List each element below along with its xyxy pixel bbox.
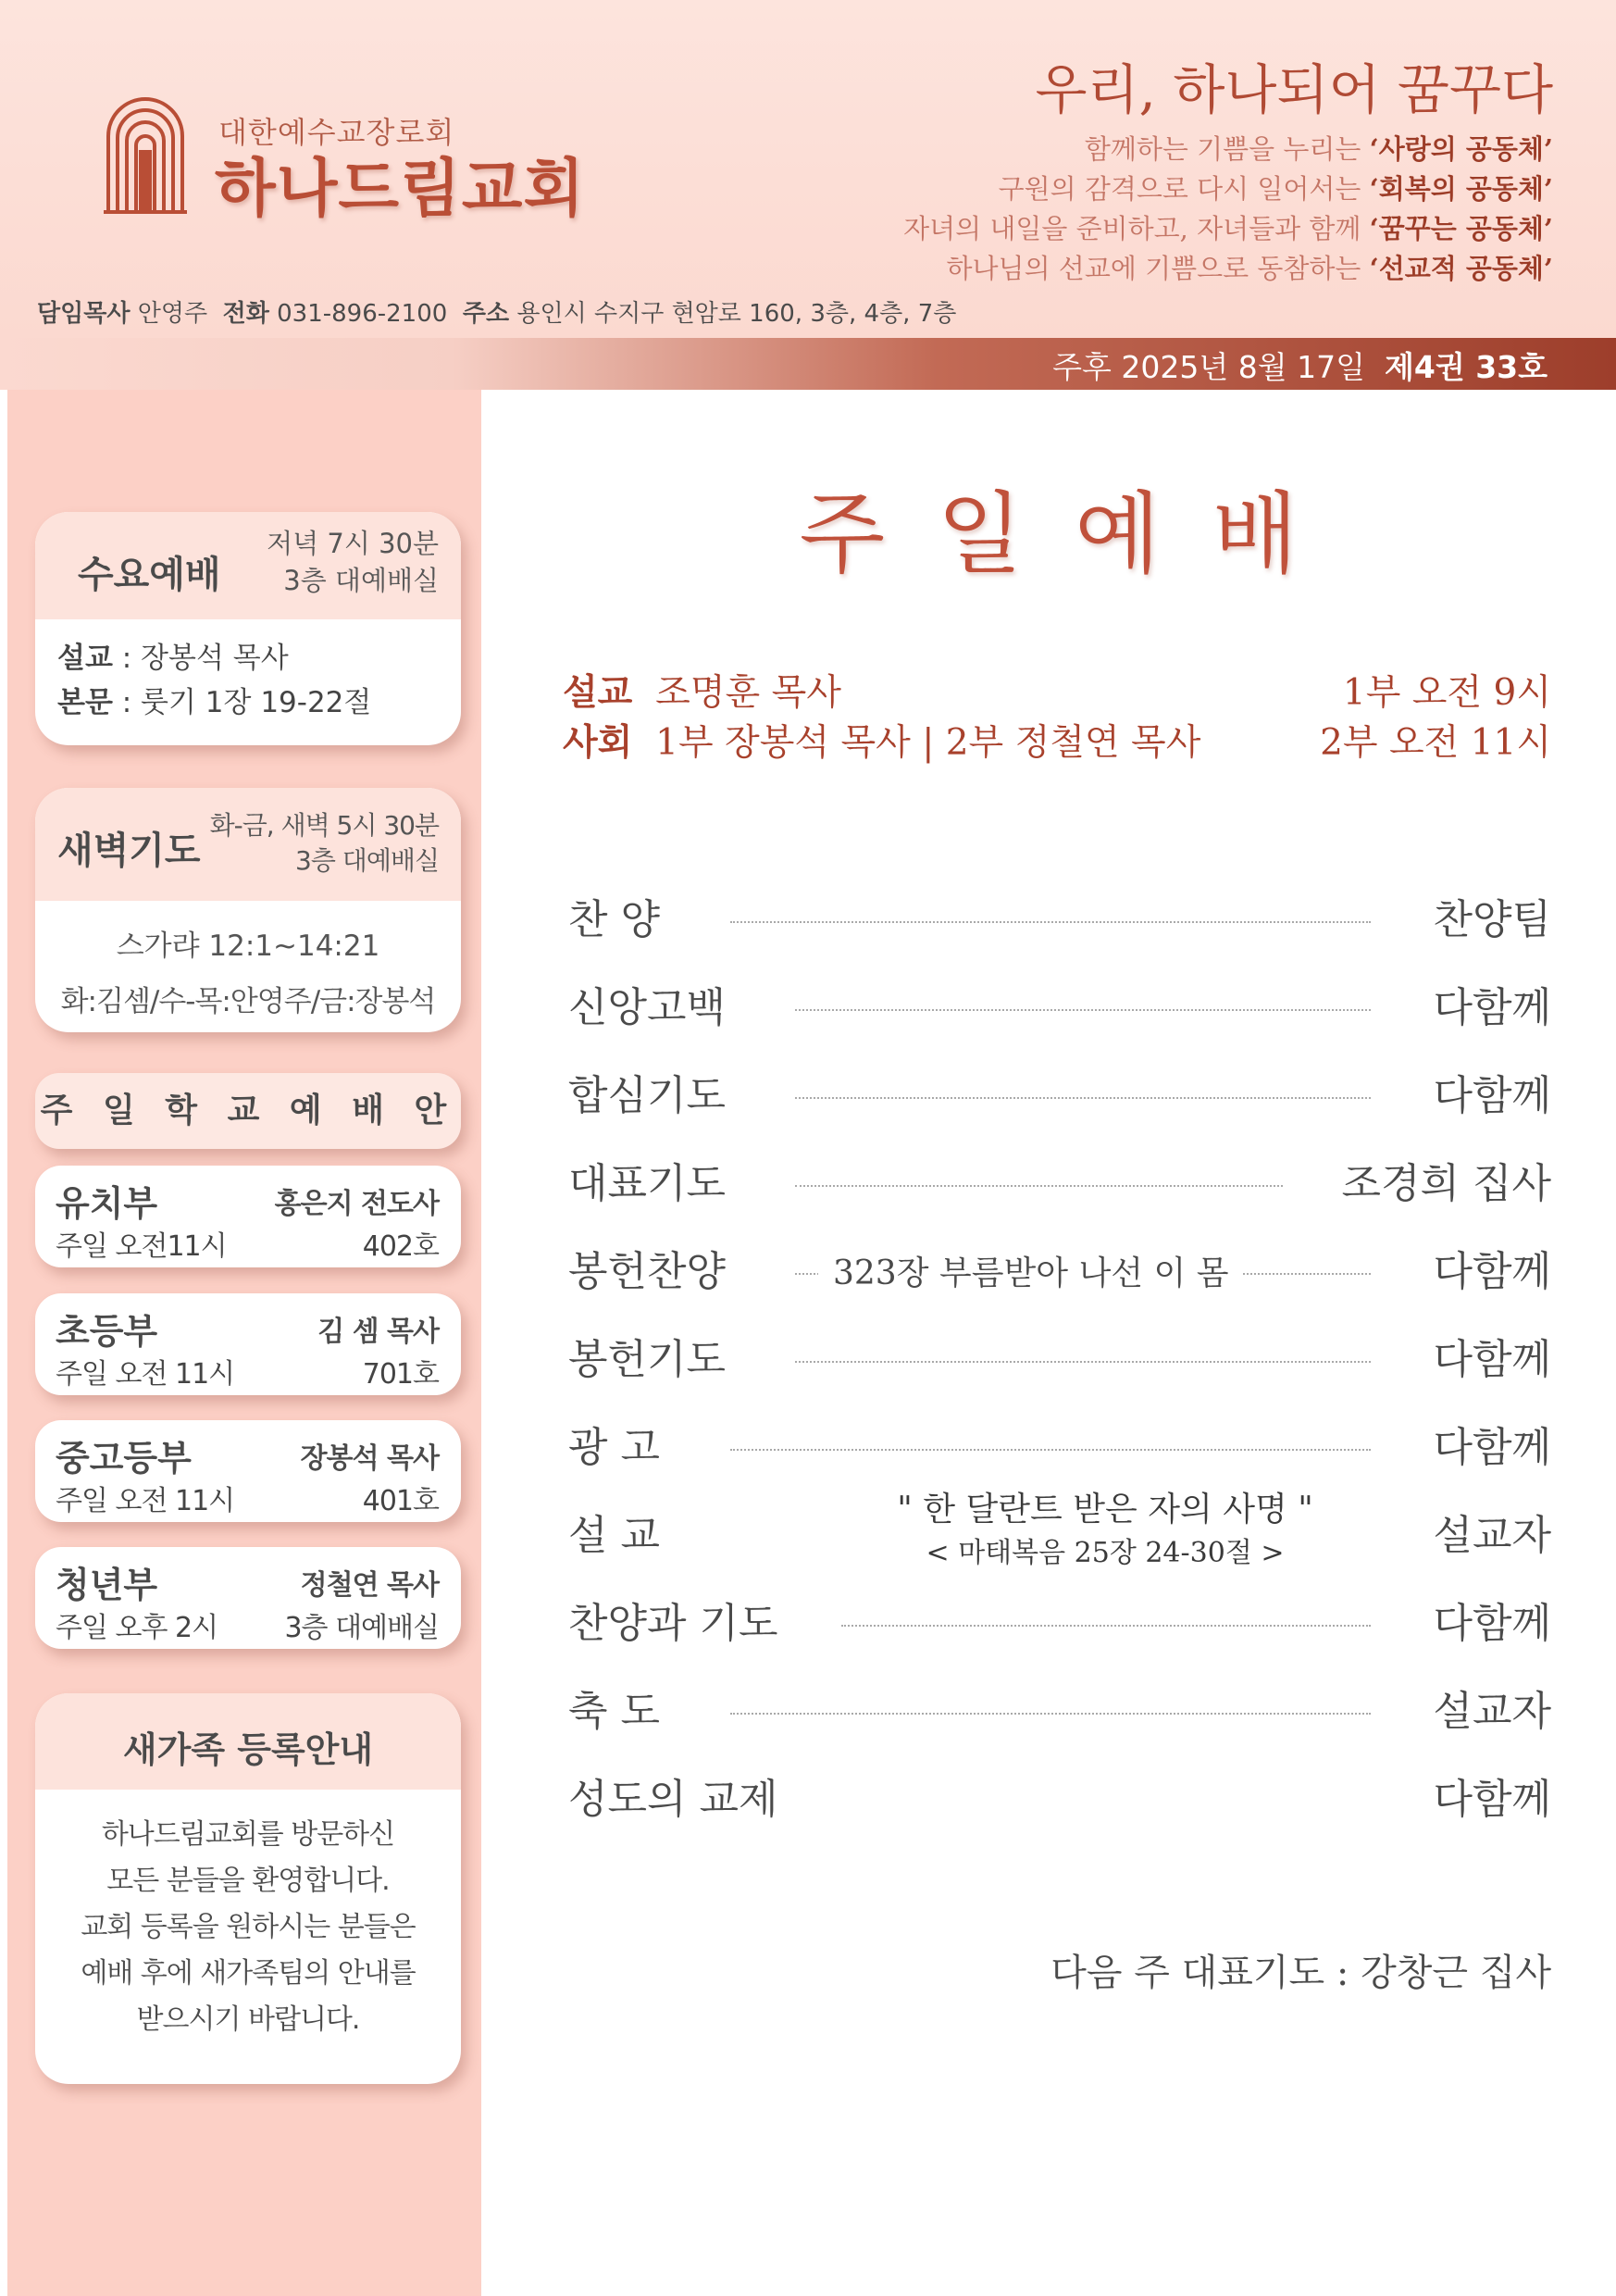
sunday-school-title: 주 일 학 교 예 배 안	[35, 1073, 461, 1149]
department-time: 주일 오전 11시	[56, 1485, 235, 1517]
sermon-title: " 한 달란트 받은 자의 사명 "	[897, 1491, 1313, 1529]
dawn-leaders: 화:김셈/수-목:안영주/금:장봉석	[60, 985, 436, 1018]
service-time-2: 2부 오전 11시	[1320, 722, 1551, 764]
scripture-info: 본문 : 룻기 1장 19-22절	[57, 686, 372, 719]
card-header	[35, 788, 461, 901]
date: 주후 2025년 8월 17일	[1052, 349, 1365, 385]
department-room: 402호	[362, 1230, 439, 1263]
department-name: 중고등부	[56, 1438, 192, 1479]
card-body	[35, 901, 461, 1025]
dotted-leader	[795, 1009, 1371, 1011]
church-name: 하나드림교회	[215, 153, 586, 226]
order-row	[568, 1238, 1551, 1303]
card-title: 수요예배	[78, 554, 221, 596]
bulletin-header	[0, 0, 1616, 338]
order-item: 봉헌기도	[568, 1336, 727, 1383]
main-content	[481, 390, 1616, 2296]
order-row	[568, 1326, 1551, 1391]
wednesday-service-card	[35, 512, 461, 745]
preacher: 조명훈 목사	[655, 672, 841, 714]
sermon-meta	[563, 664, 841, 716]
dotted-leader	[795, 1361, 1371, 1363]
date-bar	[0, 338, 1616, 390]
order-row	[568, 1414, 1551, 1479]
order-item: 봉헌찬양	[568, 1248, 727, 1295]
card-title: 새가족 등록안내	[122, 1729, 374, 1770]
order-row	[568, 1491, 1551, 1569]
church-arch-logo-icon	[104, 94, 187, 215]
dotted-leader	[730, 921, 1371, 923]
order-item: 광 고	[568, 1424, 660, 1471]
order-row	[568, 1062, 1551, 1127]
order-item: 축 도	[568, 1688, 660, 1735]
order-leader: 다함께	[1433, 1072, 1551, 1119]
order-leader: 다함께	[1433, 984, 1551, 1031]
department-card	[35, 1547, 461, 1649]
new-family-line: 예배 후에 새가족팀의 안내를	[81, 1957, 416, 1990]
order-leader: 설교자	[1433, 1688, 1551, 1735]
address: 용인시 수지구 현암로 160, 3층, 4층, 7층	[516, 300, 957, 328]
dotted-leader	[795, 1185, 1283, 1187]
issue-number: 제4권 33호	[1384, 349, 1548, 385]
order-leader: 다함께	[1433, 1424, 1551, 1471]
dotted-leader	[730, 1449, 1371, 1451]
mission-statements	[903, 130, 1553, 289]
department-leader: 장봉석 목사	[300, 1442, 439, 1475]
department-leader: 김 셈 목사	[317, 1316, 439, 1348]
sermon-label: 설교	[563, 671, 633, 714]
service-leaders: 1부 장봉석 목사 | 2부 정철연 목사	[655, 722, 1201, 764]
card-header	[35, 512, 461, 619]
order-row	[568, 1590, 1551, 1654]
order-leader: 다함께	[1433, 1336, 1551, 1383]
order-leader: 다함께	[1433, 1600, 1551, 1647]
new-family-line: 받으시기 바랍니다.	[136, 2003, 360, 2036]
department-room: 3층 대예배실	[284, 1612, 439, 1644]
department-card	[35, 1166, 461, 1267]
pastor-name: 안영주	[137, 300, 208, 328]
order-row	[568, 1150, 1551, 1215]
denomination: 대한예수교장로회	[218, 115, 455, 150]
service-time-place: 저녁 7시 30분 3층 대예배실	[267, 528, 439, 596]
mission-line: 하나님의 선교에 기쁨으로 동참하는 ‘선교적 공동체’	[946, 253, 1553, 284]
order-row	[568, 1766, 1551, 1830]
department-leader: 정철연 목사	[300, 1569, 439, 1602]
sermon-info: 설교 : 장봉석 목사	[57, 642, 289, 675]
leader-label: 사회	[563, 721, 633, 764]
department-room: 401호	[362, 1485, 439, 1517]
order-leader: 찬양팀	[1433, 896, 1551, 943]
order-item: 합심기도	[568, 1072, 727, 1119]
offering-hymn: 323장 부름받아 나선 이 몸	[818, 1247, 1243, 1294]
order-row	[568, 1678, 1551, 1742]
phone-label: 전화	[222, 300, 269, 328]
leader-meta	[563, 714, 1200, 766]
order-leader: 다함께	[1433, 1776, 1551, 1823]
dotted-leader	[841, 1625, 1371, 1627]
order-leader: 조경희 집사	[1341, 1160, 1551, 1207]
order-item: 설 교	[568, 1512, 660, 1559]
dotted-leader	[795, 1097, 1371, 1099]
dawn-scripture: 스가랴 12:1~14:21	[116, 930, 380, 963]
order-item: 찬양과 기도	[568, 1600, 778, 1647]
church-contact-info	[37, 294, 956, 329]
phone-number: 031-896-2100	[277, 300, 448, 328]
new-family-card	[35, 1693, 461, 2084]
new-family-line: 모든 분들을 환영합니다.	[106, 1865, 390, 1897]
card-body	[35, 1790, 461, 2043]
dawn-prayer-card	[35, 788, 461, 1032]
order-item: 찬 양	[568, 896, 660, 943]
service-time-1: 1부 오전 9시	[1342, 672, 1551, 714]
mission-line: 함께하는 기쁨을 누리는 ‘사랑의 공동체’	[1084, 133, 1553, 165]
new-family-line: 하나드림교회를 방문하신	[101, 1818, 395, 1851]
department-room: 701호	[362, 1358, 439, 1391]
order-leader: 설교자	[1433, 1512, 1551, 1559]
address-label: 주소	[462, 300, 510, 328]
issue-date	[1052, 343, 1548, 387]
department-name: 초등부	[56, 1311, 158, 1352]
department-time: 주일 오후 2시	[56, 1612, 218, 1644]
service-title: 주일예배	[799, 482, 1350, 586]
pastor-label: 담임목사	[37, 300, 131, 328]
order-row	[568, 974, 1551, 1039]
mission-line: 구원의 감격으로 다시 일어서는 ‘회복의 공동체’	[998, 173, 1553, 205]
order-item: 성도의 교제	[568, 1776, 778, 1823]
department-name: 청년부	[56, 1565, 158, 1605]
order-item: 대표기도	[568, 1160, 727, 1207]
card-header	[35, 1693, 461, 1790]
next-week-prayer: 다음 주 대표기도 : 강창근 집사	[1050, 1952, 1551, 1994]
new-family-line: 교회 등록을 원하시는 분들은	[81, 1911, 416, 1943]
card-title: 새벽기도	[57, 830, 201, 872]
slogan: 우리, 하나되어 꿈꾸다	[1035, 58, 1553, 121]
department-time: 주일 오전 11시	[56, 1358, 235, 1391]
card-body	[35, 619, 461, 725]
department-card	[35, 1420, 461, 1522]
department-name: 유치부	[56, 1183, 158, 1224]
mission-line: 자녀의 내일을 준비하고, 자녀들과 함께 ‘꿈꾸는 공동체’	[903, 213, 1553, 244]
sidebar	[7, 390, 481, 2296]
order-row	[568, 886, 1551, 951]
service-time-place: 화-금, 새벽 5시 30분 3층 대예배실	[209, 810, 439, 876]
department-time: 주일 오전11시	[56, 1230, 227, 1263]
dotted-leader	[730, 1713, 1371, 1715]
order-item: 신앙고백	[568, 984, 727, 1031]
department-card	[35, 1293, 461, 1395]
department-leader: 홍은지 전도사	[274, 1188, 439, 1220]
sermon-scripture: < 마태복음 25장 24-30절 >	[926, 1537, 1285, 1569]
order-leader: 다함께	[1433, 1248, 1551, 1295]
